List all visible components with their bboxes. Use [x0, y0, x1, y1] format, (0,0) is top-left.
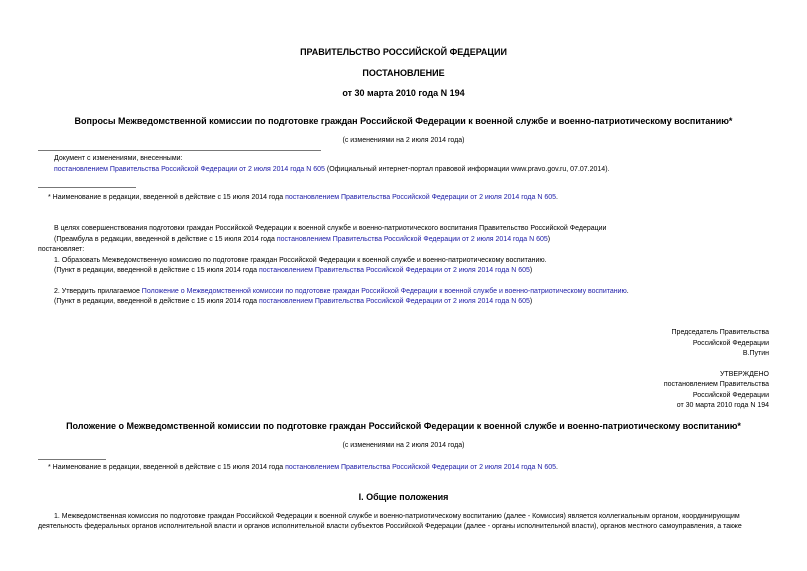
signature-title: Председатель Правительства: [671, 329, 769, 336]
preamble-note-text: (Преамбула в редакции, введенной в действие с 15 июля 2014 года: [54, 236, 277, 243]
section-para-line-1: 1. Межведомственная комиссия по подготовке граждан Российской Федерации к военной службе и военно-патриотическому воспитанию (далее - Комиссия) является коллегиальным органом, координирующим: [54, 513, 740, 520]
footnote-2-link[interactable]: постановлением Правительства Российской Федерации от 2 июля 2014 года N 605: [285, 464, 557, 471]
document-date-number: от 30 марта 2010 года N 194: [342, 88, 465, 98]
footnote-2-divider: [38, 459, 106, 460]
changes-note: (с изменениями на 2 июля 2014 года): [342, 137, 465, 144]
document-type: ПОСТАНОВЛЕНИЕ: [362, 68, 445, 78]
footnote-divider: [38, 187, 136, 188]
footnote-2-suffix: .: [556, 464, 558, 471]
preamble-note-link[interactable]: постановлением Правительства Российской Федерации от 2 июля 2014 года N 605: [276, 236, 548, 243]
footnote-text: * Наименование в редакции, введенной в действие с 15 июля 2014 года: [48, 194, 286, 201]
section-heading: I. Общие положения: [358, 492, 449, 502]
item-2-suffix: .: [626, 288, 629, 295]
item-1-note: [54, 267, 532, 274]
item-1-note-suffix: ): [529, 267, 533, 274]
signature-country: Российской Федерации: [692, 340, 769, 347]
section-para-line-2: деятельность федеральных органов исполнительной власти и органов исполнительной власти субъектов Российской Федерации (далее - органы исполнительной власти), органов местного самоуправления, а также: [38, 523, 742, 530]
item-1-note-link[interactable]: постановлением Правительства Российской Федерации от 2 июля 2014 года N 605: [258, 267, 530, 274]
regulation-changes-note: (с изменениями на 2 июля 2014 года): [342, 442, 465, 449]
regulation-title: Положение о Межведомственной комиссии по подготовке граждан Российской Федерации к военной службе и военно-патриотическому воспитанию*: [66, 421, 741, 431]
item-2-note-text: (Пункт в редакции, введенной в действие с 15 июля 2014 года: [54, 298, 259, 305]
item-2-note-suffix: ): [529, 298, 533, 305]
approval-label: УТВЕРЖДЕНО: [719, 371, 769, 378]
item-2-note: [54, 298, 532, 305]
footnote-link[interactable]: постановлением Правительства Российской Федерации от 2 июля 2014 года N 605: [285, 194, 557, 201]
preamble-note-suffix: ): [547, 236, 551, 243]
government-name: ПРАВИТЕЛЬСТВО РОССИЙСКОЙ ФЕДЕРАЦИИ: [300, 47, 507, 57]
footnote-suffix: .: [556, 194, 558, 201]
item-2-note-link[interactable]: постановлением Правительства Российской Федерации от 2 июля 2014 года N 605: [258, 298, 530, 305]
amendments-intro: Документ с изменениями, внесенными:: [54, 155, 183, 162]
item-2-link[interactable]: Положение о Межведомственной комиссии по подготовке граждан Российской Федерации к военной службе и военно-патриотическому воспитанию: [141, 288, 627, 295]
amendment-link[interactable]: постановлением Правительства Российской Федерации от 2 июля 2014 года N 605: [54, 166, 325, 173]
item-1: 1. Образовать Межведомственную комиссию по подготовке граждан Российской Федерации к военной службе и военно-патриотическому воспитанию.: [54, 257, 547, 264]
preamble-note: [54, 236, 550, 243]
footnote-2: [48, 464, 558, 471]
footnote-2-text: * Наименование в редакции, введенной в действие с 15 июля 2014 года: [48, 464, 286, 471]
approval-line-3: Российской Федерации: [692, 392, 769, 399]
amendment-source: (Официальный интернет-портал правовой информации www.pravo.gov.ru, 07.07.2014).: [324, 166, 610, 173]
item-2-text: 2. Утвердить прилагаемое: [54, 288, 142, 295]
preamble: В целях совершенствования подготовки граждан Российской Федерации к военной службе и военно-патриотического воспитания Правительство Российской Федерации: [54, 225, 607, 232]
footnote-title: [48, 194, 558, 201]
document-title: Вопросы Межведомственной комиссии по подготовке граждан Российской Федерации к военной службе и военно-патриотическому воспитанию*: [74, 116, 733, 126]
decrees: постановляет:: [38, 246, 85, 253]
approval-line-2: постановлением Правительства: [663, 381, 769, 388]
amendments-line: [54, 166, 609, 173]
item-1-note-text: (Пункт в редакции, введенной в действие с 15 июля 2014 года: [54, 267, 259, 274]
item-2: [54, 288, 629, 295]
signature-name: В.Путин: [742, 350, 769, 357]
approval-date: от 30 марта 2010 года N 194: [676, 402, 769, 409]
amendments-divider: [38, 150, 321, 151]
